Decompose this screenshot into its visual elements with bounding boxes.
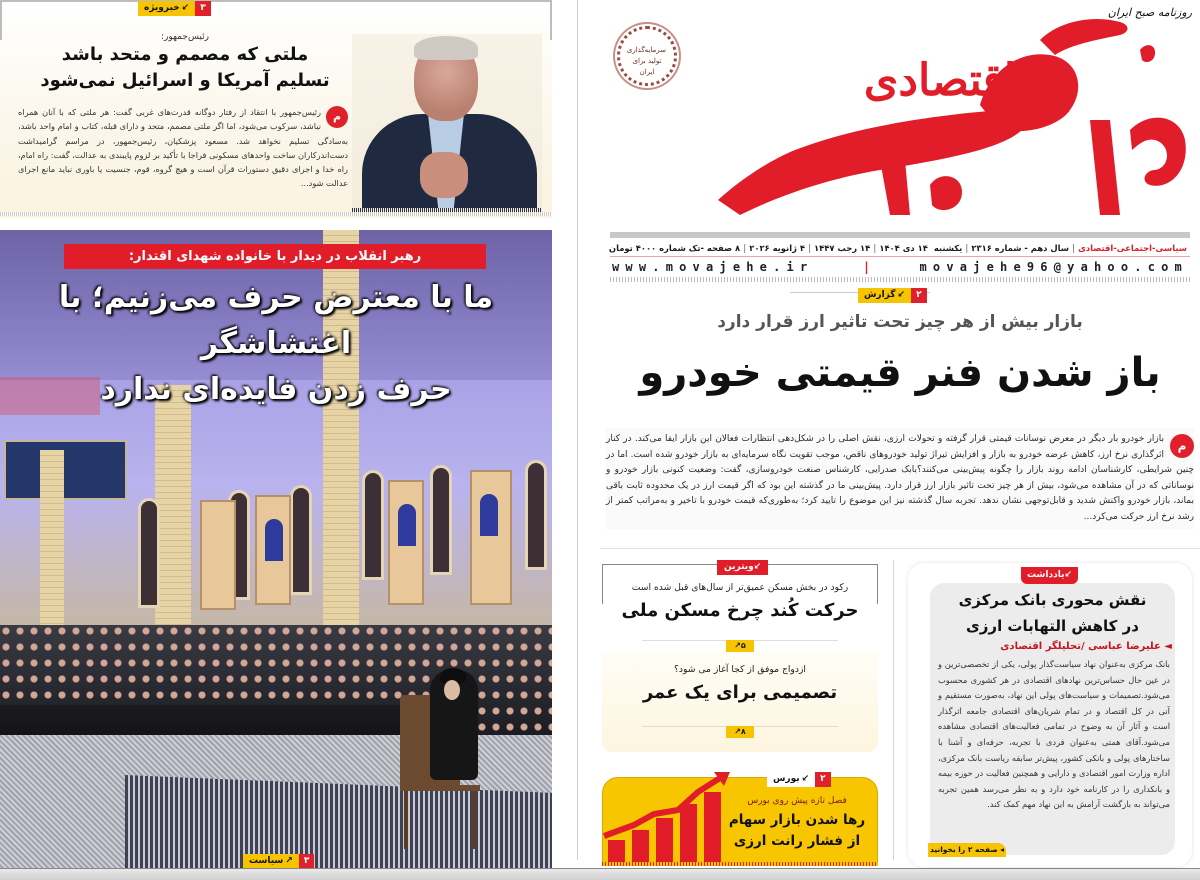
arrow-icon: ↗: [734, 641, 741, 650]
newspaper-logo-icon: م: [1170, 434, 1194, 458]
page-bottom-edge: [0, 868, 1200, 880]
president-story[interactable]: [0, 0, 552, 218]
headline-line: نقش محوری بانک مرکزی: [958, 591, 1147, 609]
section-tag-special-news[interactable]: [138, 1, 211, 16]
headline-line: رها شدن بازار سهام: [728, 812, 866, 828]
read-more-link[interactable]: ◂ صفحه ۲ را بخوانید: [928, 843, 1006, 857]
vitrine-kicker-2: ازدواج موفق از کجا آغاز می شود؟: [674, 664, 806, 675]
fringe: [602, 862, 878, 866]
tag-page-number: ۲: [815, 772, 831, 787]
tag-page-number: ۳: [299, 854, 315, 868]
section-tag-vitrine[interactable]: ↙ویترین: [717, 560, 768, 575]
headline-line: از فشار رانت ارزی: [733, 833, 861, 849]
grey-rule: [610, 232, 1190, 238]
arrow-icon: ◂: [997, 845, 1004, 854]
opinion-body: بانک مرکزی به‌عنوان نهاد سیاست‌گذار پولی، یکی از تخصصی‌ترین و در عین حال حساس‌ترین نهادهای اقتصادی در هر کشوری محسوب می‌شود.تصمیمات و سیاست‌های پولی این نهاد، به‌صورت مستقیم و آنی در کل اقتصاد و در تمام شریان‌های اقتصادی جامعه اثرگذار است و آثار آن به وضوح در تمامی فعالیت‌های اقتصادی مشاهده می‌شود.آقای همتی به‌عنوان فردی با تجربه، حرفه‌ای و آشنا با ساختارهای پولی و بانکی کشور، پیش‌تر سابقه ریاست بانک مرکزی، اداره وزارت امور اقتصادی و دارایی و همچنین فعالیت در حوزه بیمه و بانکداری را در کارنامه خود دارد و به نظر می‌رسد همین تجربه می‌تواند به بازگشت آرامش به این نهاد مهم کمک کند.: [938, 659, 1170, 810]
issue-date-lunar: ۱۴ رجب ۱۴۴۷: [814, 243, 871, 253]
newspaper-logo-icon: م: [326, 106, 348, 128]
info-bar: [600, 232, 1200, 282]
main-story[interactable]: [600, 282, 1200, 532]
dotted-rule: [0, 212, 552, 216]
story-kicker: رئیس‌جمهور:: [161, 32, 209, 42]
column-divider: [577, 0, 578, 860]
tag-label: ↙گزارش: [858, 288, 911, 303]
issue-number: سال دهم - شماره ۲۳۱۶: [971, 243, 1070, 253]
section-divider: [600, 548, 1200, 549]
bourse-kicker: فصل تازه پیش روی بورس: [747, 796, 847, 806]
vitrine-headline-1[interactable]: حرکت کُند چرخ مسکن ملی: [621, 600, 859, 621]
section-tag-politics[interactable]: [243, 854, 314, 868]
headline-line: حرف زدن فایده‌ای ندارد: [100, 372, 452, 407]
main-body: [606, 428, 1194, 529]
story-headline[interactable]: [20, 42, 350, 94]
issue-date-gregorian: ۴ ژانویه ۲۰۲۶: [749, 243, 805, 253]
issue-category: سیاسی-اجتماعی-اقتصادی: [1078, 243, 1187, 253]
issue-price: ۸ صفحه -تک شماره ۴۰۰۰ تومان: [608, 243, 741, 253]
tag-page-number: ۳: [195, 1, 211, 16]
story-body: [18, 105, 348, 191]
arrow-icon: ↙: [897, 290, 906, 300]
arrow-icon: ↙: [801, 774, 810, 784]
opinion-headline[interactable]: [930, 587, 1175, 639]
vitrine-headline-2[interactable]: تصمیمی برای یک عمر: [642, 682, 838, 703]
section-tag-report[interactable]: [858, 288, 927, 303]
bourse-box[interactable]: [602, 770, 878, 866]
vitrine-box: [602, 560, 878, 752]
arrow-icon: ↙: [1064, 570, 1073, 580]
newspaper-logo: [700, 10, 1200, 220]
body-text: رئیس‌جمهور با انتقاد از رفتار دوگانه قدرت‌های غربی گفت: هر ملتی که با آنان همراه نباشد، سرکوب می‌شود، اما اگر ملتی مصمم، متحد و دارای قبله، کتاب و امام واحد باشد، به‌سادگی تسلیم نخواهد شد. مسعود پزشکیان، رئیس‌جمهور، در مراسم گرامیداشت دست‌اندرکاران ساخت واحدهای مسکونی فراجا با تأکید بر لزوم پایبندی به عدالت، گفت: راه امام، راه خدا و اجرای دقیق دستورات قرآن است و هیچ گروه، قوم، جنسیت یا باوری نباید مانع اجرای عدالت شود...: [18, 107, 348, 189]
main-headline[interactable]: باز شدن فنر قیمتی خودرو: [639, 350, 1161, 396]
arrow-icon: ↙: [753, 562, 762, 572]
arrow-icon: ↗: [285, 856, 293, 866]
lead-story[interactable]: [0, 230, 552, 868]
issue-info-row: سیاسی-اجتماعی-اقتصادی | سال دهم - شماره ۲۳۱۶ | یکشنبه ۱۴ دی ۱۴۰۴ | ۱۴ رجب ۱۴۴۷ | ۴ ژانویه ۲۰۲۶ | ۸ صفحه -تک شماره ۴۰۰۰ تومان: [610, 240, 1190, 257]
tag-label: ↗سیاست: [243, 854, 299, 868]
vitrine-kicker-1: رکود در بخش مسکن عمیق‌تر از سال‌های قبل شده است: [631, 582, 849, 593]
lead-headline[interactable]: [10, 275, 542, 413]
tag-label: ↙بورس: [767, 772, 815, 787]
triangle-bullet-icon: ◄: [1160, 641, 1172, 652]
masthead: [600, 0, 1200, 228]
separator: |: [862, 260, 871, 274]
section-tag-opinion[interactable]: ↙یادداشت: [1021, 567, 1078, 584]
arrow-icon: ↙: [181, 3, 190, 13]
issue-date-solar: ۱۴ دی ۱۴۰۴: [879, 243, 928, 253]
headline-line: تسلیم آمریکا و اسرائیل نمی‌شود: [40, 70, 330, 91]
opinion-box[interactable]: [908, 563, 1192, 867]
headline-line: ملتی که مصمم و متحد باشد: [61, 44, 309, 65]
page-ref-badge[interactable]: ۵↗: [726, 640, 754, 652]
tag-label: ↙خبرویژه: [138, 1, 195, 16]
opinion-author: ◄ علیرضا عباسی /تحلیلگر اقتصادی: [1000, 641, 1172, 652]
bourse-headline[interactable]: [722, 810, 872, 852]
main-kicker: بازار بیش از هر چیز تحت تاثیر ارز قرار دارد: [717, 312, 1083, 332]
page-ref-badge[interactable]: ۸↗: [726, 726, 754, 738]
frame-line: [550, 2, 552, 40]
website-link[interactable]: www.movajehe.ir: [612, 260, 814, 274]
headline-line: در کاهش التهابات ارزی: [966, 617, 1139, 635]
lead-kicker: رهبر انقلاب در دیدار با خانواده شهدای اقتدار:: [64, 244, 486, 269]
svg-text:اقتصادی: اقتصادی: [863, 55, 1017, 106]
tag-page-number: ۲: [911, 288, 927, 303]
column-divider: [893, 560, 894, 860]
issue-weekday: یکشنبه: [933, 243, 963, 253]
president-photo: [352, 34, 542, 214]
seal-emblem-icon: سرمایه‌گذاری تولید برای ایران: [617, 26, 677, 86]
masthead-subtitle: روزنامه صبح ایران: [1107, 6, 1192, 19]
email-link[interactable]: movajehe96@yahoo.com: [919, 260, 1188, 274]
section-tag-bourse[interactable]: [767, 772, 831, 787]
arrow-icon: ↗: [734, 727, 741, 736]
contact-row: [612, 260, 1188, 274]
headline-line: ما با معترض حرف می‌زنیم؛ با اغتشاشگر: [58, 280, 494, 361]
frame-line: [0, 2, 2, 40]
uptrend-arrow-icon: [602, 770, 732, 860]
body-text: بازار خودرو بار دیگر در معرض نوسانات قیمتی قرار گرفته و تحولات ارزی، نقش اصلی را در شکل‌دهی انتظارات فعالان این بازار ایفا می‌کند. در کنار اثرگذاری نرخ ارز، کاهش عرضه خودرو به بازار و افزایش تیراژ تولید خودروهای ناقص، موجب تقویت نگاه سرمایه‌ای به بازار خودرو شده است. اما در چنین شرایطی، کارشناسان ادامه روند بازار را چگونه پیش‌بینی می‌کنند؟بابک صدرایی، کارشناس صنعت خودروسازی، گفت: وضعیت کنونی بازار خودرو و نوساناتی که در آن مشاهده می‌شود، بیش از هر چیز تحت تاثیر بازار ارز قرار دارد. پیش‌بینی ما در گذشته این بود که اگر قیمت ارز در یک محدوده ثابت باقی بماند، بازار خودرو واکنش شدید و قابل‌توجهی نشان ندهد. تجربه سال گذشته نیز این موضوع را تایید کرد؛ به‌طوری‌که قیمت خودرو با تاخیر و به‌مراتب کمتر از رشد نرخ ارز حرکت می‌کرد...: [606, 434, 1194, 522]
